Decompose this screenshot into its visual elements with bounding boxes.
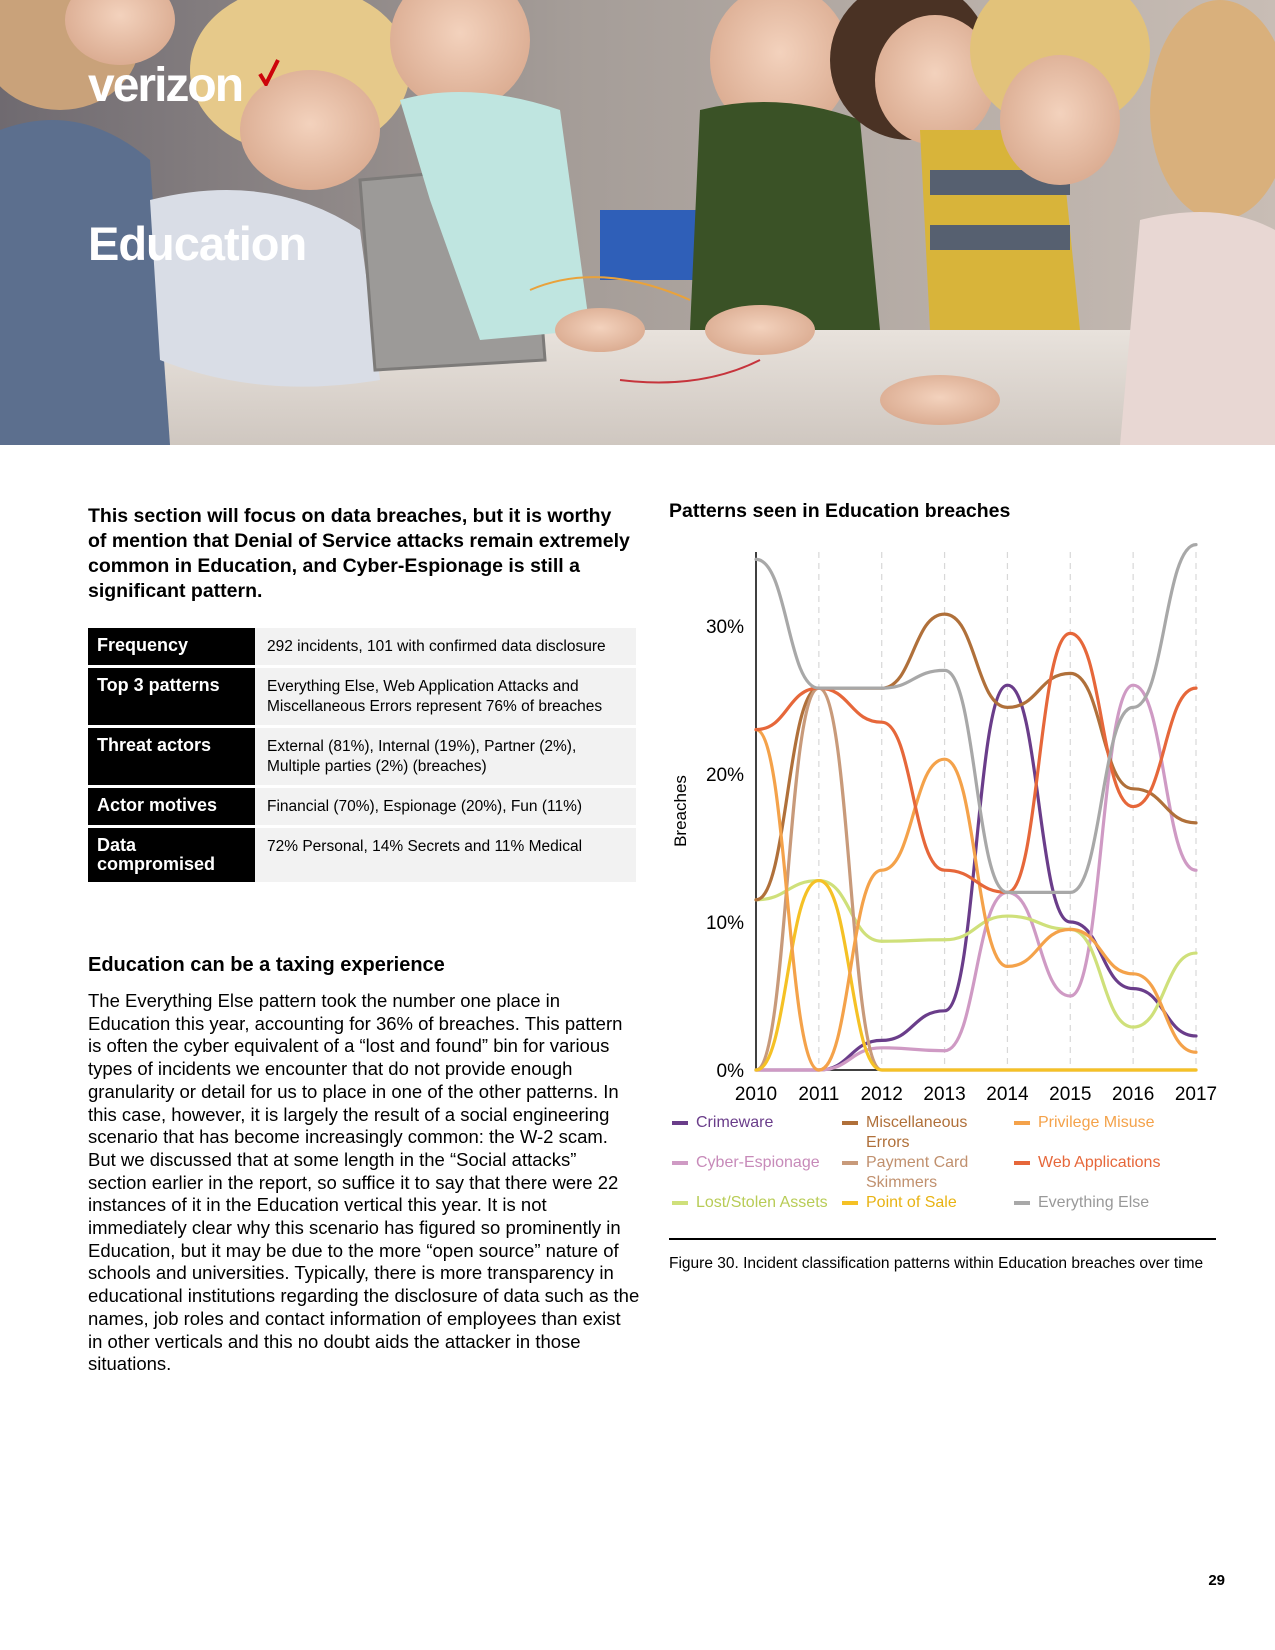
- facts-table: [88, 625, 636, 885]
- x-tick-label: 2016: [1112, 1084, 1155, 1105]
- legend-label: Privilege Misuse: [1038, 1114, 1155, 1131]
- line-chart: [660, 540, 1220, 1105]
- legend-swatch: [842, 1201, 858, 1205]
- series-line-cyber-espionage: [756, 685, 1196, 1070]
- chart-title: Patterns seen in Education breaches: [669, 500, 1011, 522]
- table-row: [88, 728, 636, 785]
- fact-label: Top 3 patterns: [88, 668, 255, 725]
- legend-item: [672, 1153, 837, 1173]
- x-tick-label: 2017: [1174, 1084, 1218, 1105]
- fact-value: 72% Personal, 14% Secrets and 11% Medical: [255, 828, 636, 882]
- fact-value: External (81%), Internal (19%), Partner (2%), Multiple parties (2%) (breaches): [255, 728, 636, 785]
- fact-label: Threat actors: [88, 728, 255, 785]
- series-line-lost-stolen-assets: [756, 881, 1196, 1028]
- y-tick-label: 20%: [705, 765, 744, 786]
- y-tick-label: 10%: [705, 913, 744, 934]
- page-title: Education: [88, 217, 307, 270]
- verizon-logo: [88, 59, 243, 112]
- legend-swatch: [1014, 1201, 1030, 1205]
- legend-swatch: [842, 1121, 858, 1125]
- x-tick-label: 2014: [986, 1084, 1029, 1105]
- legend-label: Miscellaneous Errors: [866, 1114, 968, 1151]
- y-tick-label: 0%: [716, 1061, 744, 1082]
- legend-label: Lost/Stolen Assets: [696, 1194, 828, 1211]
- legend-swatch: [672, 1121, 688, 1125]
- x-tick-label: 2015: [1049, 1084, 1092, 1105]
- legend-item: [672, 1193, 837, 1213]
- legend-swatch: [672, 1201, 688, 1205]
- fact-value: 292 incidents, 101 with confirmed data disclosure: [255, 628, 636, 665]
- legend-label: Payment Card Skimmers: [866, 1154, 969, 1191]
- series-line-crimeware: [756, 685, 1196, 1070]
- legend-item: [672, 1113, 837, 1133]
- section-heading: Education can be a taxing experience: [88, 954, 445, 976]
- fact-value: Financial (70%), Espionage (20%), Fun (11%): [255, 788, 636, 825]
- figure-caption: Figure 30. Incident classification patterns within Education breaches over time: [669, 1255, 1204, 1272]
- table-row: [88, 628, 636, 665]
- legend-label: Everything Else: [1038, 1194, 1150, 1211]
- legend-item: [1014, 1193, 1214, 1213]
- legend-item: [842, 1153, 1007, 1193]
- x-tick-label: 2011: [798, 1084, 840, 1105]
- fact-value: Everything Else, Web Application Attacks and Miscellaneous Errors represent 76% of breaches: [255, 668, 636, 725]
- table-row: [88, 668, 636, 725]
- x-tick-label: 2013: [923, 1084, 966, 1105]
- fact-label: Actor motives: [88, 788, 255, 825]
- chart-legend: [672, 1113, 1217, 1223]
- hero-banner: [0, 0, 1275, 445]
- legend-item: [842, 1193, 1007, 1213]
- fact-label: Frequency: [88, 628, 255, 665]
- legend-label: Point of Sale: [866, 1194, 957, 1211]
- divider: [669, 1238, 1216, 1240]
- table-row: [88, 828, 636, 882]
- intro-paragraph: This section will focus on data breaches, but it is worthy of mention that Denial of Service attacks remain extremely common in Education, and Cyber-Espionage is still a significant pattern.: [88, 505, 630, 602]
- checkmark-icon: [258, 58, 280, 86]
- legend-item: [1014, 1113, 1214, 1133]
- legend-swatch: [1014, 1121, 1030, 1125]
- legend-label: Web Applications: [1038, 1154, 1161, 1171]
- legend-swatch: [672, 1161, 688, 1165]
- page-number: 29: [1208, 1572, 1225, 1589]
- y-axis-label: Breaches: [671, 775, 690, 847]
- section-body: The Everything Else pattern took the number one place in Education this year, accounting for 36% of breaches. This pattern is often the cyber equivalent of a “lost and found” bin for various types of incidents we encounter that do not provide enough granularity or detail for us to place in one of the other patterns. In this case, however, it is largely the result of a social engineering scenario that has become increasingly common: the W-2 scam. But we discussed that at some length in the “Social attacks” section earlier in the report, so suffice it to say that there were 22 instances of it in the Education vertical this year. It is not immediately clear why this scenario has figured so prominently in Education, but it may be due to the more “open source” nature of schools and universities. Typically, there is more transparency in educational institutions regarding the disclosure of data such as the names, job roles and contact information of employees than exist in other verticals and this no doubt aids the attacker in those situations.: [88, 990, 640, 1375]
- legend-swatch: [1014, 1161, 1030, 1165]
- logo-wordmark: verizon: [88, 59, 243, 112]
- legend-item: [842, 1113, 1007, 1153]
- legend-label: Cyber-Espionage: [696, 1154, 820, 1171]
- table-row: [88, 788, 636, 825]
- legend-swatch: [842, 1161, 858, 1165]
- fact-label: Data compromised: [88, 828, 255, 882]
- series-line-payment-card-skimmers: [756, 688, 1196, 1070]
- x-tick-label: 2010: [734, 1084, 778, 1105]
- legend-item: [1014, 1153, 1214, 1173]
- legend-label: Crimeware: [696, 1114, 774, 1131]
- x-tick-label: 2012: [860, 1084, 903, 1105]
- y-tick-label: 30%: [705, 617, 744, 638]
